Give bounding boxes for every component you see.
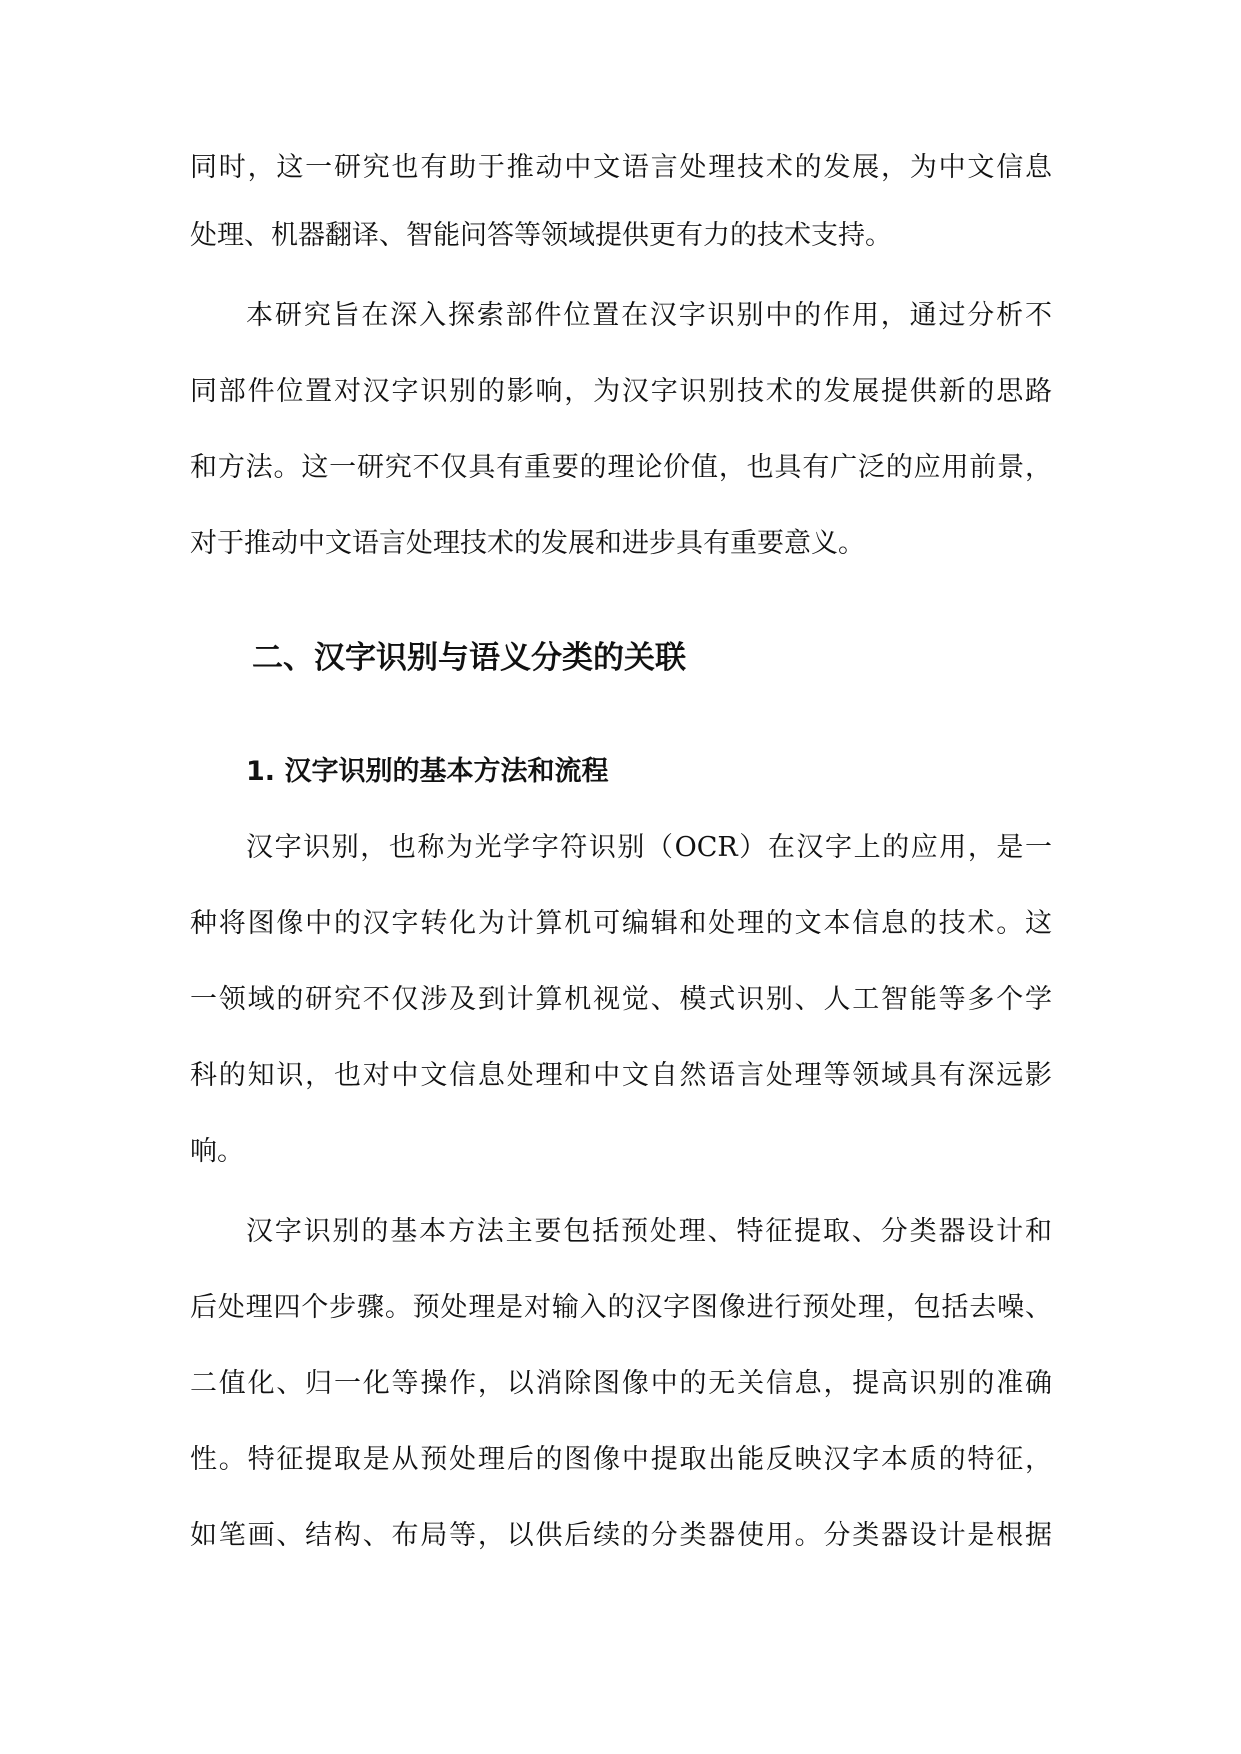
paragraph-2-line-3: 和方法。这一研究不仅具有重要的理论价值，也具有广泛的应用前景， (190, 452, 1052, 483)
paragraph-4-line-5: 如笔画、结构、布局等，以供后续的分类器使用。分类器设计是根据 (190, 1520, 1052, 1551)
subsection-heading: 1. 汉字识别的基本方法和流程 (246, 756, 609, 787)
paragraph-1-line-1: 同时，这一研究也有助于推动中文语言处理技术的发展，为中文信息 (190, 152, 1052, 183)
paragraph-4-line-1: 汉字识别的基本方法主要包括预处理、特征提取、分类器设计和 (246, 1216, 1052, 1247)
paragraph-4-line-3: 二值化、归一化等操作，以消除图像中的无关信息，提高识别的准确 (190, 1368, 1052, 1399)
paragraph-2-line-1: 本研究旨在深入探索部件位置在汉字识别中的作用，通过分析不 (246, 300, 1052, 331)
paragraph-3-line-1: 汉字识别，也称为光学字符识别（OCR）在汉字上的应用，是一 (246, 832, 1052, 863)
paragraph-3-line-5: 响。 (190, 1136, 244, 1167)
paragraph-1-line-2: 处理、机器翻译、智能问答等领域提供更有力的技术支持。 (190, 220, 892, 251)
section-heading: 二、汉字识别与语义分类的关联 (252, 640, 686, 676)
paragraph-3-line-3: 一领域的研究不仅涉及到计算机视觉、模式识别、人工智能等多个学 (190, 984, 1052, 1015)
paragraph-3-line-4: 科的知识，也对中文信息处理和中文自然语言处理等领域具有深远影 (190, 1060, 1052, 1091)
paragraph-4-line-4: 性。特征提取是从预处理后的图像中提取出能反映汉字本质的特征， (190, 1444, 1052, 1475)
paragraph-4-line-2: 后处理四个步骤。预处理是对输入的汉字图像进行预处理，包括去噪、 (190, 1292, 1052, 1323)
paragraph-2-line-2: 同部件位置对汉字识别的影响，为汉字识别技术的发展提供新的思路 (190, 376, 1052, 407)
paragraph-3-line-2: 种将图像中的汉字转化为计算机可编辑和处理的文本信息的技术。这 (190, 908, 1052, 939)
paragraph-2-line-4: 对于推动中文语言处理技术的发展和进步具有重要意义。 (190, 528, 865, 559)
